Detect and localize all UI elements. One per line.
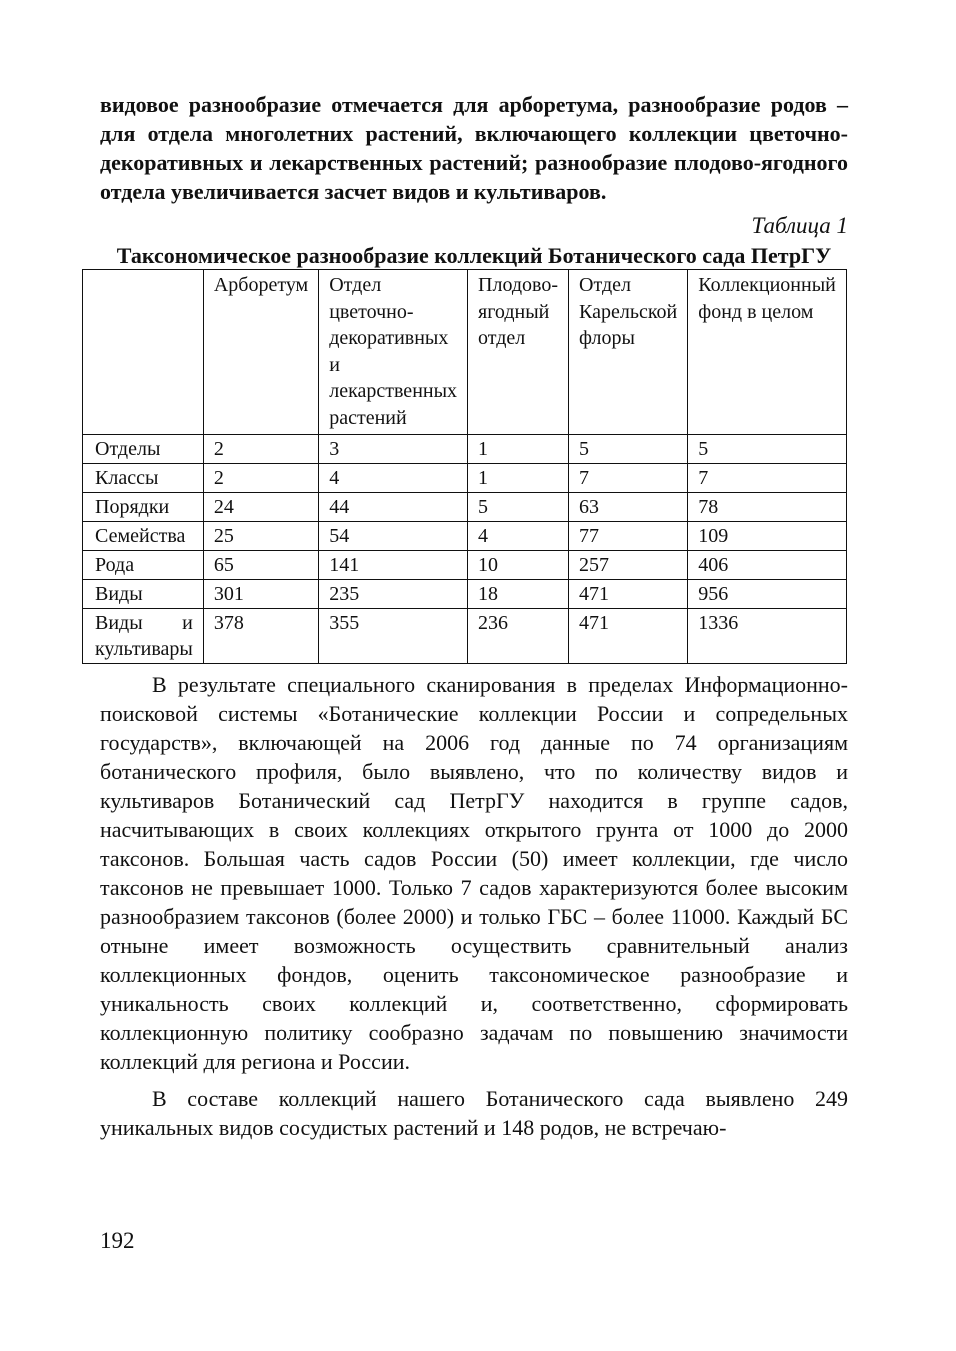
table-cell: 25 — [203, 522, 318, 551]
row-label: Отделы — [83, 435, 204, 464]
row-label-word: Виды — [95, 612, 143, 634]
table-title: Таксономическое разнообразие коллекций Ботанического сада ПетрГУ — [116, 243, 832, 268]
table-cell: 7 — [569, 464, 688, 493]
page-number: 192 — [100, 1228, 135, 1253]
table-cell: 236 — [468, 609, 569, 664]
table-cell: 109 — [688, 522, 847, 551]
table-header-cell: Отдел цветочно-декоративных и лекарственных растений — [319, 270, 468, 435]
table-header-row — [83, 270, 847, 435]
row-label: Рода — [83, 551, 204, 580]
table-row — [83, 551, 847, 580]
row-label-line — [95, 610, 193, 636]
table-cell: 301 — [203, 580, 318, 609]
table-cell: 5 — [468, 493, 569, 522]
row-label-word: и — [182, 612, 193, 634]
table-row — [83, 464, 847, 493]
table-cell: 65 — [203, 551, 318, 580]
table-cell: 141 — [319, 551, 468, 580]
table-cell: 471 — [569, 609, 688, 664]
table-cell: 4 — [468, 522, 569, 551]
paragraph-main: В результате специального сканирования в пределах Информационно-поисковой системы «Ботанические коллекции России и сопредельных государств», включающей на 2006 год данные по 74 организациям ботанического профиля, было выявлено, что по количеству видов и культиваров Ботанический сад ПетрГУ находится в группе садов, насчитывающих в своих коллекциях открытого грунта от 1000 до 2000 таксонов. Большая часть садов России (50) имеет коллекции, где число таксонов не превышает 1000. Только 7 садов характеризуются более высоким разнообразием таксонов (более 2000) и только ГБС – более 11000. Каждый БС отныне имеет возможность осуществить сравнительный анализ коллекционных фондов, оценить таксономическое разнообразие и уникальность своих коллекций и, соответственно, сформировать коллекционную политику сообразно задачам по повышению значимости коллекций для региона и России. — [100, 672, 848, 1074]
table-cell: 78 — [688, 493, 847, 522]
row-label: Семейства — [83, 522, 204, 551]
table-cell: 5 — [688, 435, 847, 464]
table-cell: 7 — [688, 464, 847, 493]
table-cell: 2 — [203, 464, 318, 493]
table-cell: 44 — [319, 493, 468, 522]
table-cell: 355 — [319, 609, 468, 664]
table-cell: 235 — [319, 580, 468, 609]
table-cell: 18 — [468, 580, 569, 609]
table-cell: 471 — [569, 580, 688, 609]
table-cell: 77 — [569, 522, 688, 551]
table-cell: 24 — [203, 493, 318, 522]
table-cell: 956 — [688, 580, 847, 609]
table-cell: 378 — [203, 609, 318, 664]
table-cell: 4 — [319, 464, 468, 493]
table-cell: 2 — [203, 435, 318, 464]
table-cell: 406 — [688, 551, 847, 580]
row-label-word: культивары — [95, 638, 193, 660]
table-cell: 1336 — [688, 609, 847, 664]
row-label: Порядки — [83, 493, 204, 522]
table-header-cell: Плодово-ягодный отдел — [468, 270, 569, 435]
table-cell: 1 — [468, 464, 569, 493]
table-cell: 54 — [319, 522, 468, 551]
table-cell: 10 — [468, 551, 569, 580]
table-row — [83, 609, 847, 664]
table-header-cell — [83, 270, 204, 435]
row-label: Виды — [83, 580, 204, 609]
table-row — [83, 435, 847, 464]
paragraph-last: В составе коллекций нашего Ботанического сада выявлено 249 уникальных видов сосудистых растений и 148 родов, не встречаю- — [100, 1086, 848, 1140]
table-cell: 5 — [569, 435, 688, 464]
table-label: Таблица 1 — [751, 213, 848, 238]
table-cell: 1 — [468, 435, 569, 464]
paragraph-gap — [100, 1076, 848, 1084]
row-label — [83, 609, 204, 664]
taxonomy-table — [82, 269, 847, 664]
table-header-cell: Коллекционный фонд в целом — [688, 270, 847, 435]
row-label: Классы — [83, 464, 204, 493]
table-row — [83, 522, 847, 551]
table-header-cell: Арборетум — [203, 270, 318, 435]
table-header-cell: Отдел Карельской флоры — [569, 270, 688, 435]
paragraph-top: видовое разнообразие отмечается для арборетума, разнообразие родов – для отдела многолетних растений, включающего коллекции цветочно-декоративных и лекарственных растений; разнообразие плодово-ягодного отдела увеличивается засчет видов и культиваров. — [100, 92, 848, 204]
page-content — [95, 90, 848, 1142]
table-cell: 3 — [319, 435, 468, 464]
table-cell: 257 — [569, 551, 688, 580]
table-row — [83, 580, 847, 609]
table-cell: 63 — [569, 493, 688, 522]
table-row — [83, 493, 847, 522]
